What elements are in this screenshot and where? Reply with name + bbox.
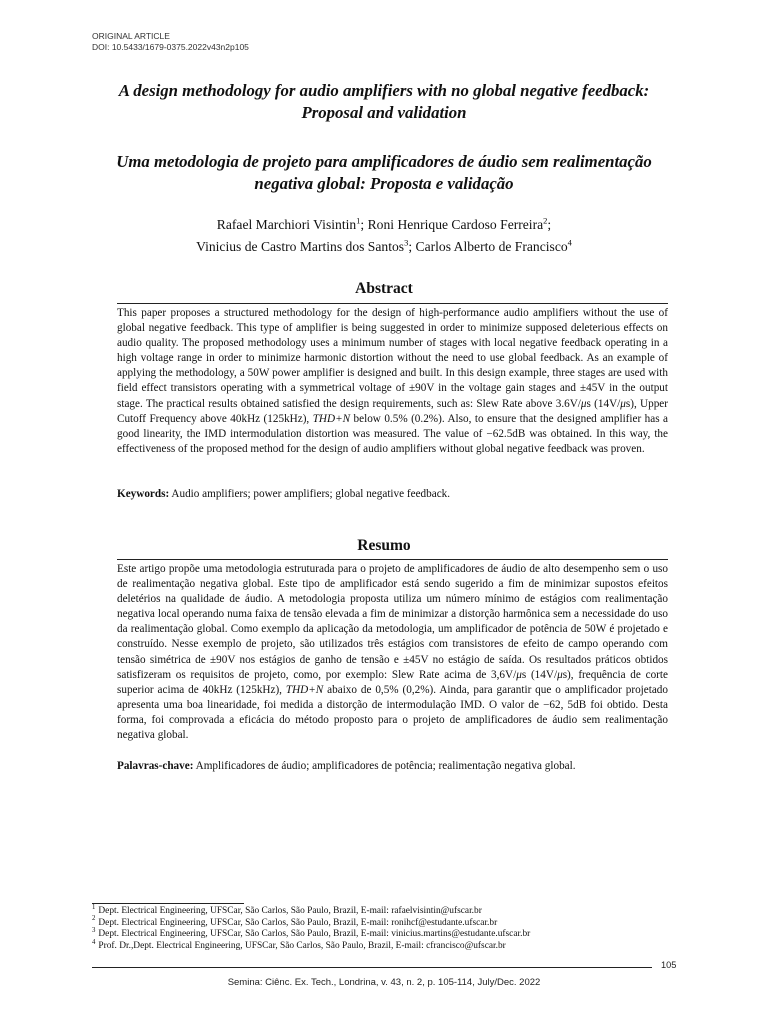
keywords-label: Palavras-chave: <box>117 760 194 772</box>
journal-footer: Semina: Ciênc. Ex. Tech., Londrina, v. 43, n. 2, p. 105-114, July/Dec. 2022 <box>227 977 541 988</box>
author-list: Rafael Marchiori Visintin$^1$; Roni Henrique Cardoso Ferreira$^2$; Vinicius de Castro Martins dos Santos$^3$; Carlos Alberto de Francisco$^4$ <box>196 215 572 254</box>
resumo-heading: Resumo <box>357 537 411 554</box>
footnote-divider <box>92 903 244 904</box>
thd-term: THD+N <box>285 683 324 696</box>
author-name: Rafael Marchiori Visintin <box>216 217 357 232</box>
mu-symbol: μ <box>580 397 587 410</box>
mu-symbol: μ <box>516 668 522 681</box>
abstract-keywords <box>117 487 668 502</box>
title-portuguese: Uma metodologia de projeto para amplificadores de áudio sem realimentação negativa global: Proposta e validação <box>116 152 652 193</box>
mu-symbol: μ <box>557 668 563 681</box>
footnote-item <box>92 915 676 930</box>
footnote-mark: 4 <box>92 938 96 946</box>
abstract-body <box>117 306 668 457</box>
title-english: A design methodology for audio amplifiers with no global negative feedback: Proposal and validation <box>118 81 650 122</box>
page-divider <box>92 967 652 968</box>
author-name: Vinicius de Castro Martins dos Santos <box>196 239 405 254</box>
footnote-text: Prof. Dr.,Dept. Electrical Engineering, UFSCar, São Carlos, São Paulo, Brazil, E-mail: cfrancisco@ufscar.br <box>98 940 506 951</box>
resumo-text-segment: abaixo de 0,5% (0,2%). Ainda, para garantir que o amplificador projetado apresenta uma boa linearidade, foi medida a distorção de intermodulação IMD. O valor de −62, 5dB foi obtido. Desta forma, foi comprovada a eficácia do método proposto para o projeto de amplificadores de áudio sem realimentação negativa global. <box>117 683 668 742</box>
resumo-keywords <box>117 759 668 774</box>
page-number: 105 <box>661 960 677 970</box>
footnote-mark: 3 <box>92 927 96 935</box>
resumo-text-segment: s (14V/ <box>521 668 558 681</box>
article-header <box>92 31 249 53</box>
footnote-item <box>92 938 676 953</box>
resumo-body <box>117 562 668 743</box>
footnote-item <box>92 903 676 918</box>
author-affiliation-mark: 2 <box>543 215 548 226</box>
footnote-text: Dept. Electrical Engineering, UFSCar, São Carlos, São Paulo, Brazil, E-mail: ronihcf@estudante.ufscar.br <box>98 917 498 928</box>
abstract-text-segment: This paper proposes a structured methodology for the design of high-performance audio amplifiers without the use of global negative feedback. This type of amplifier is being suggested in order to minimize supposed deleterious effects on audio quality. The proposed methodology uses a minimum number of stages with local negative feedback operating in a high voltage range in order to minimize harmonic distortion without the need to use global feedback. As an example of applying the methodology, a 50W power amplifier is designed and built. In this design example, three stages are used with field effect transistors operating with a symmetrical voltage of ±90V in the voltage gain stages and ±45V in the output stage. The practical results obtained satisfied the design requirements, such as: Slew Rate above 3.6V/ <box>117 307 668 410</box>
abstract-text-segment: s (14V/ <box>586 397 621 410</box>
resumo-text-segment: s), frequência de corte superior acima de 40kHz (125kHz), <box>117 668 668 696</box>
author-name: Carlos Alberto de Francisco <box>415 239 568 254</box>
author-affiliation-mark: 4 <box>567 237 572 248</box>
mu-symbol: μ <box>620 397 626 410</box>
footnote-text: Dept. Electrical Engineering, UFSCar, São Carlos, São Paulo, Brazil, E-mail: vinicius.martins@estudante.ufscar.br <box>98 929 531 940</box>
keywords-text: Audio amplifiers; power amplifiers; global negative feedback. <box>171 488 451 500</box>
abstract-text-segment: s), Upper Cutoff Frequency above 40kHz (125kHz), <box>117 397 668 425</box>
footnote-item <box>92 929 676 941</box>
footnote-text: Dept. Electrical Engineering, UFSCar, São Carlos, São Paulo, Brazil, E-mail: rafaelvisintin@ufscar.br <box>98 906 482 916</box>
resumo-divider <box>117 559 668 560</box>
article-type: ORIGINAL ARTICLE <box>92 31 170 41</box>
keywords-label: Keywords: <box>117 488 170 500</box>
abstract-heading: Abstract <box>355 280 413 297</box>
author-name: Roni Henrique Cardoso Ferreira <box>367 217 544 232</box>
thd-term: THD+N <box>312 412 351 425</box>
author-affiliation-mark: 1 <box>356 215 361 226</box>
abstract-divider <box>117 303 668 304</box>
footnote-mark: 1 <box>92 903 96 911</box>
footnote-mark: 2 <box>92 915 96 923</box>
abstract-text-segment: below 0.5% (0.2%). Also, to ensure that the designed amplifier has a good linearity, the IMD intermodulation distortion was measured. The value of −62.5dB was obtained. In this way, the effectiveness of the proposed method for the design of audio amplifiers without global negative feedback was proven. <box>117 412 668 455</box>
author-affiliation-mark: 3 <box>404 237 409 248</box>
resumo-text-segment: Este artigo propõe uma metodologia estruturada para o projeto de amplificadores de áudio de alto desempenho sem o uso de realimentação negativa global. Este tipo de amplificador está sendo sugerido a fim de minimizar supostos efeitos deletérios na qualidade de áudio. A metodologia proposta utiliza um número mínimo de estágios com realimentação negativa local operando numa faixa de tensão elevada a fim de minimizar a distorção harmônica sem a necessidade do uso da realimentação global. Como exemplo da aplicação da metodologia, um amplificador de potência de 50W é projetado e construído. Nesse exemplo de projeto, são utilizados três estágios com transistores de efeito de campo operando com tensão simétrica de ±90V nos estágios de ganho de tensão e ±45V no estágio de saída. Os resultados práticos obtidos satisfizeram os requisitos de projeto, como, por exemplo: Slew Rate acima de 3,6V/ <box>117 563 668 681</box>
doi-text: DOI: 10.5433/1679-0375.2022v43n2p105 <box>92 42 249 52</box>
footnotes <box>92 903 676 952</box>
keywords-text: Amplificadores de áudio; amplificadores de potência; realimentação negativa global. <box>195 760 576 772</box>
